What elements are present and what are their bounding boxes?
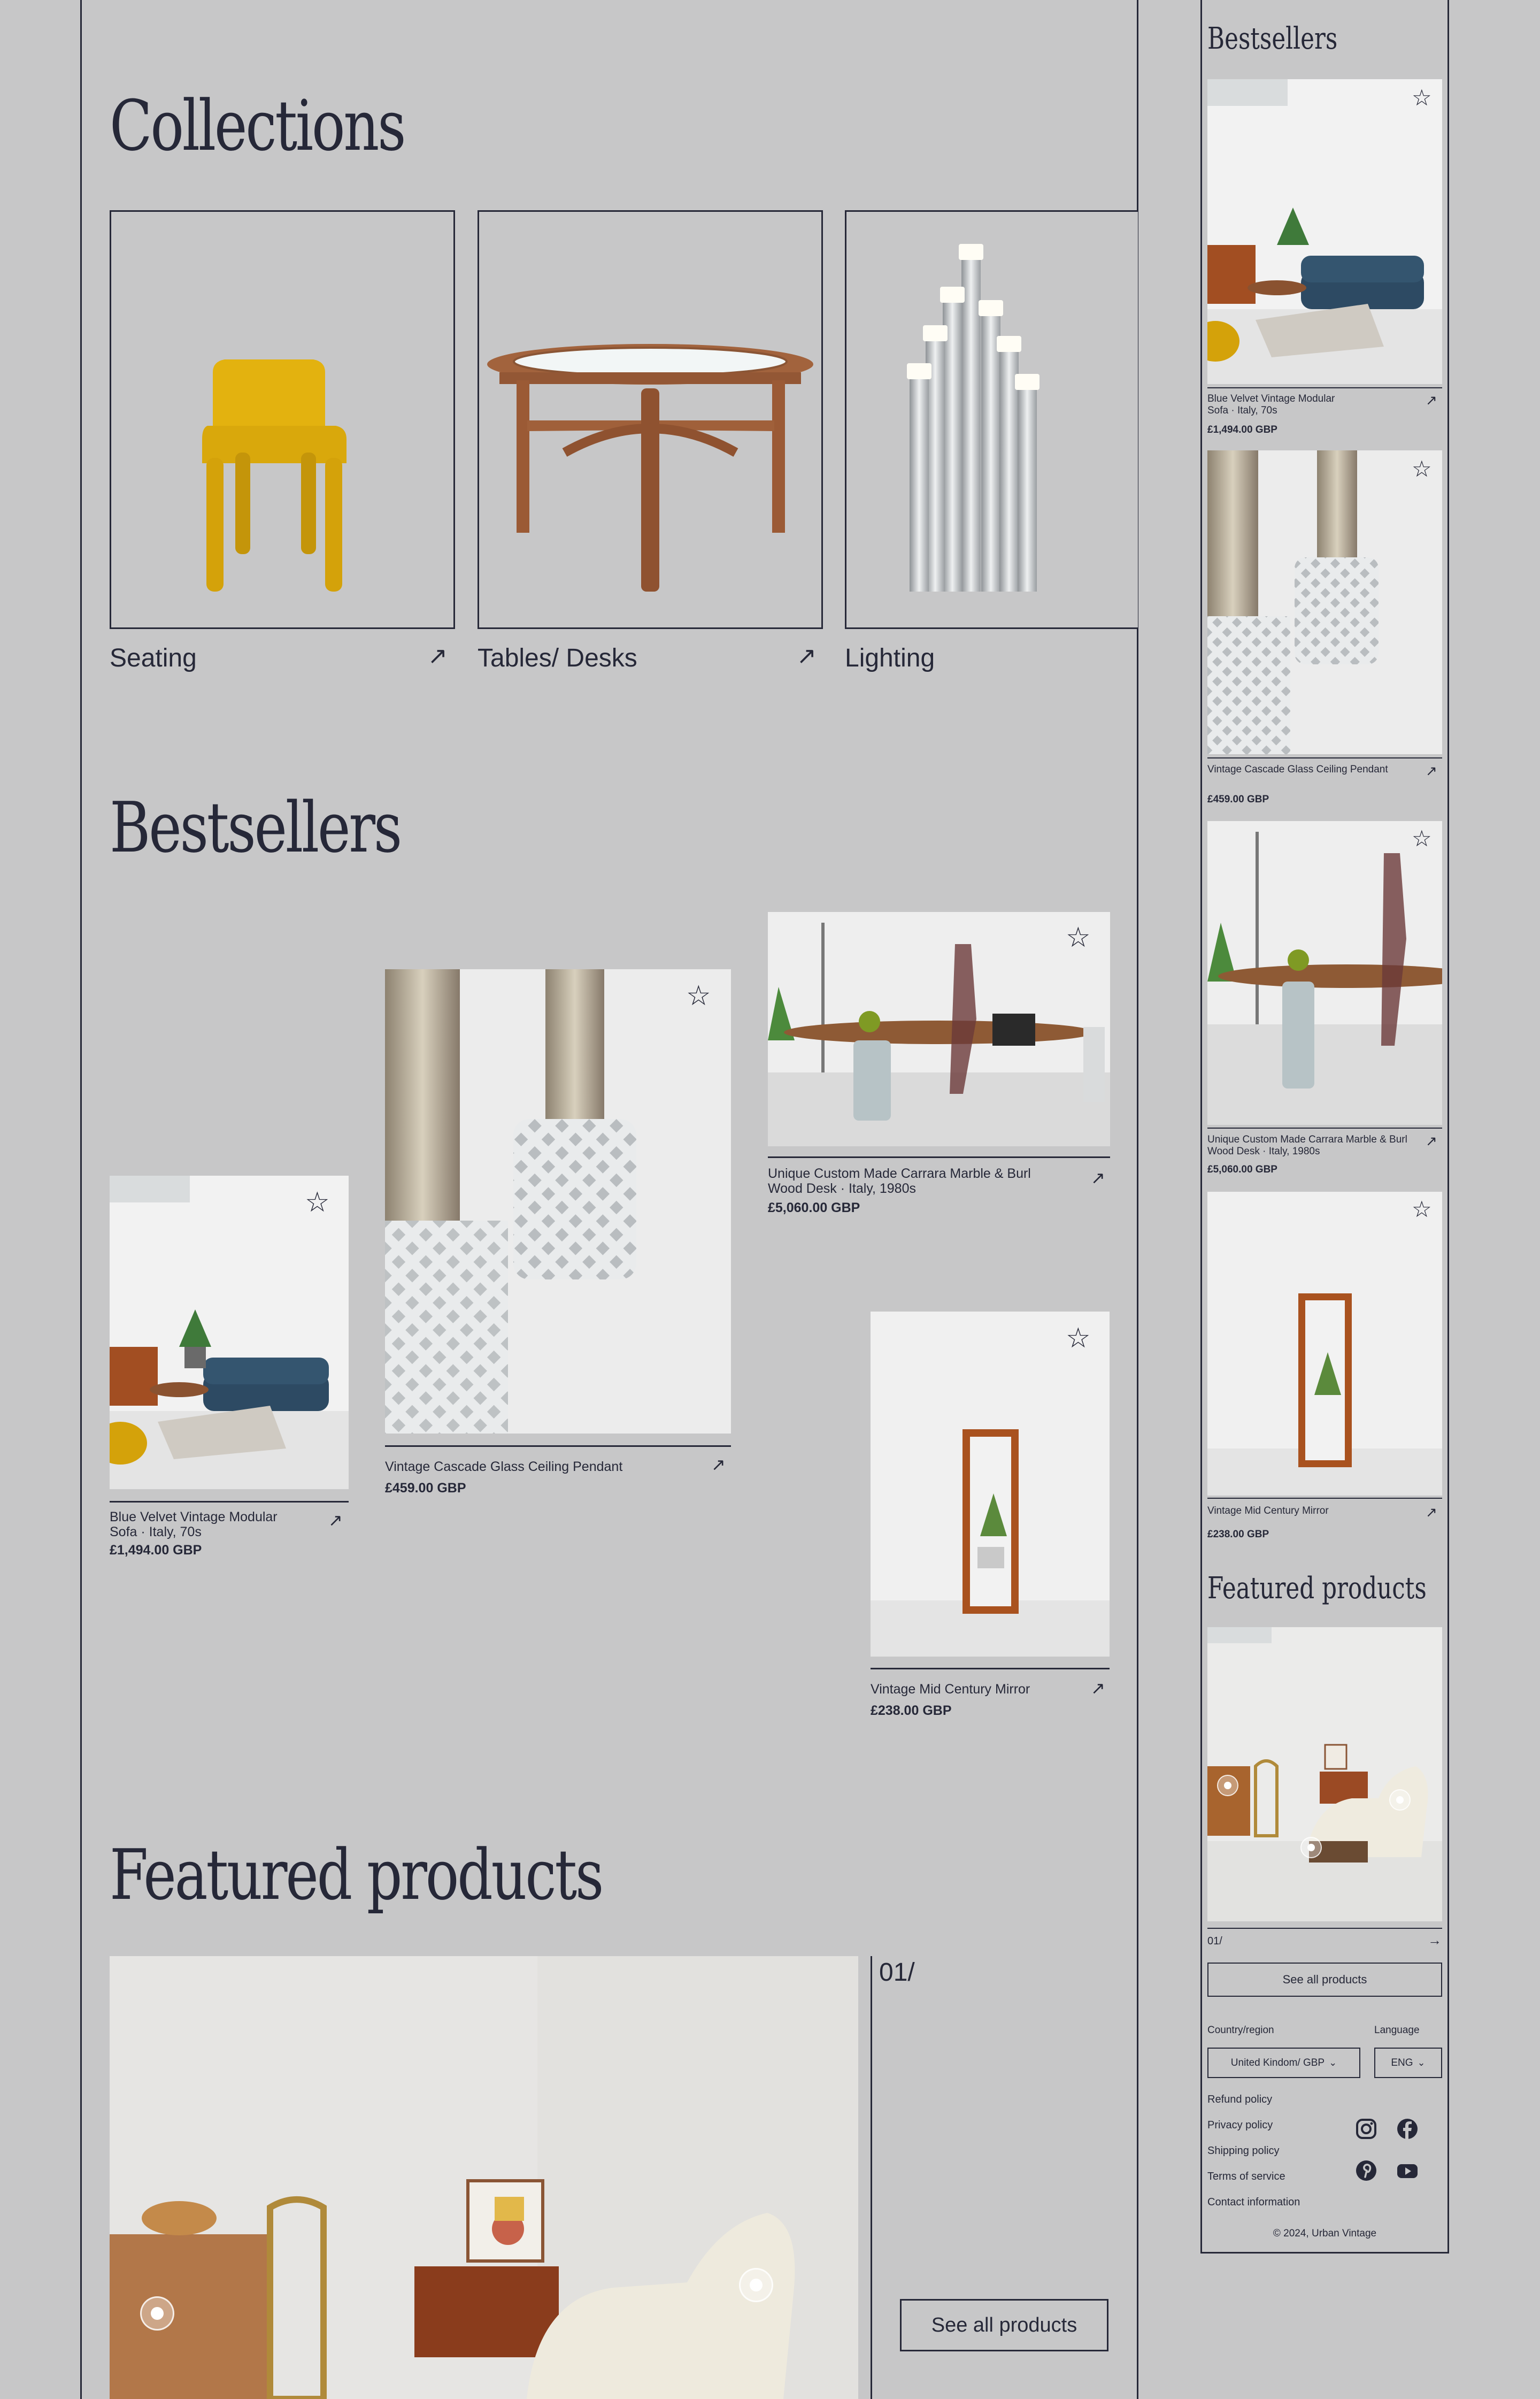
- featured-hotspot[interactable]: [1300, 1837, 1322, 1858]
- featured-product-image[interactable]: [110, 1956, 858, 2399]
- arrow-up-right-icon[interactable]: ↗: [1426, 1504, 1437, 1520]
- pendant-lamp-image: [1207, 450, 1442, 754]
- sidebar-see-all-products-button[interactable]: See all products: [1207, 1963, 1442, 1997]
- star-outline-icon[interactable]: ☆: [1066, 922, 1091, 953]
- mirror-image: [871, 1312, 1110, 1657]
- featured-divider: [871, 1956, 872, 2399]
- mirror-image: [1207, 1192, 1442, 1496]
- product-price-desk: £5,060.00 GBP: [768, 1200, 860, 1215]
- product-name-desk[interactable]: Unique Custom Made Carrara Marble & Burl Wood Desk · Italy, 1980s: [768, 1166, 1031, 1196]
- sofa-room-image: [110, 1176, 349, 1489]
- product-image-pendant[interactable]: [385, 969, 731, 1434]
- product-image-mirror[interactable]: [871, 1312, 1110, 1657]
- pendant-lamp-image: [385, 969, 731, 1434]
- pinterest-icon[interactable]: [1356, 2160, 1377, 2181]
- youtube-icon[interactable]: [1397, 2160, 1418, 2181]
- star-outline-icon[interactable]: ☆: [1412, 826, 1432, 851]
- product-price-sofa: £1,494.00 GBP: [110, 1543, 202, 1558]
- product-price-mirror: £238.00 GBP: [871, 1703, 952, 1718]
- sidebar-product-name-pendant[interactable]: Vintage Cascade Glass Ceiling Pendant: [1207, 764, 1388, 775]
- featured-counter: 01/: [879, 1958, 915, 1987]
- product-image-desk[interactable]: [768, 912, 1110, 1146]
- featured-room-image: [1207, 1627, 1442, 1921]
- arrow-up-right-icon[interactable]: ↗: [711, 1455, 726, 1474]
- language-select[interactable]: [1374, 2048, 1442, 2078]
- privacy-policy-link[interactable]: Privacy policy: [1207, 2119, 1273, 2131]
- arrow-up-right-icon[interactable]: ↗: [1426, 763, 1437, 779]
- sidebar-featured-counter: 01/: [1207, 1935, 1222, 1947]
- product-divider: [385, 1445, 731, 1447]
- sidebar-bottom-border: [1200, 2252, 1449, 2254]
- shipping-policy-link[interactable]: Shipping policy: [1207, 2145, 1280, 2157]
- sidebar-product-price-pendant: £459.00 GBP: [1207, 794, 1269, 805]
- star-outline-icon[interactable]: ☆: [305, 1187, 330, 1218]
- sidebar-product-price-desk: £5,060.00 GBP: [1207, 1164, 1277, 1175]
- refund-policy-link[interactable]: Refund policy: [1207, 2094, 1273, 2105]
- facebook-icon[interactable]: [1397, 2118, 1418, 2140]
- sidebar-product-name-mirror[interactable]: Vintage Mid Century Mirror: [1207, 1505, 1329, 1516]
- featured-hotspot[interactable]: [739, 2268, 773, 2302]
- collection-label-lighting[interactable]: Lighting: [845, 644, 935, 672]
- cascade-lamp-image: [846, 212, 1138, 627]
- arrow-up-right-icon[interactable]: ↗: [328, 1511, 343, 1530]
- sidebar-right-border: [1447, 0, 1449, 2253]
- sidebar-product-name-sofa[interactable]: Blue Velvet Vintage Modular Sofa · Italy, 70s: [1207, 393, 1335, 416]
- instagram-icon[interactable]: [1356, 2118, 1377, 2140]
- collection-label-tables[interactable]: Tables/ Desks: [478, 644, 637, 672]
- main-left-border: [80, 0, 82, 2399]
- contact-information-link[interactable]: Contact information: [1207, 2196, 1300, 2208]
- language-value: ENG: [1391, 2057, 1413, 2068]
- country-region-value: United Kindom/ GBP: [1230, 2057, 1325, 2068]
- country-region-select[interactable]: [1207, 2048, 1360, 2078]
- collections-title: Collections: [110, 85, 405, 166]
- featured-divider: [1207, 1928, 1442, 1929]
- product-divider: [768, 1156, 1110, 1158]
- sofa-room-image: [1207, 79, 1442, 384]
- arrow-up-right-icon[interactable]: ↗: [1091, 1678, 1105, 1698]
- product-divider: [1207, 757, 1442, 758]
- bestsellers-title: Bestsellers: [110, 787, 401, 868]
- featured-hotspot[interactable]: [1217, 1775, 1238, 1796]
- star-outline-icon[interactable]: ☆: [1412, 456, 1432, 481]
- featured-room-image: [110, 1956, 858, 2399]
- sidebar-left-border: [1200, 0, 1202, 2253]
- arrow-up-right-icon[interactable]: ↗: [1091, 1168, 1105, 1187]
- featured-products-title: Featured products: [110, 1834, 603, 1915]
- product-divider: [1207, 387, 1442, 388]
- sidebar-product-image-pendant[interactable]: [1207, 450, 1442, 754]
- collection-label-seating[interactable]: Seating: [110, 644, 197, 672]
- star-outline-icon[interactable]: ☆: [1066, 1323, 1091, 1354]
- copyright: © 2024, Urban Vintage: [1273, 2228, 1377, 2239]
- featured-hotspot[interactable]: [140, 2296, 174, 2331]
- product-image-sofa[interactable]: [110, 1176, 349, 1489]
- arrow-up-right-icon[interactable]: ↗: [1426, 1133, 1437, 1149]
- arrow-up-right-icon[interactable]: ↗: [428, 643, 448, 669]
- sidebar-product-image-sofa[interactable]: [1207, 79, 1442, 384]
- star-outline-icon[interactable]: ☆: [1412, 1197, 1432, 1222]
- collection-card-seating[interactable]: [110, 210, 455, 629]
- sidebar-featured-image[interactable]: [1207, 1627, 1442, 1921]
- sidebar-featured-title: Featured products: [1207, 1571, 1427, 1606]
- product-divider: [110, 1501, 349, 1503]
- sidebar-product-price-mirror: £238.00 GBP: [1207, 1529, 1269, 1540]
- terms-of-service-link[interactable]: Terms of service: [1207, 2171, 1285, 2182]
- arrow-up-right-icon[interactable]: ↗: [1426, 392, 1437, 408]
- collection-card-tables[interactable]: [478, 210, 823, 629]
- product-divider: [871, 1668, 1110, 1669]
- sidebar-product-image-desk[interactable]: [1207, 821, 1442, 1125]
- product-divider: [1207, 1498, 1442, 1499]
- sidebar-product-image-mirror[interactable]: [1207, 1192, 1442, 1496]
- sidebar-product-price-sofa: £1,494.00 GBP: [1207, 424, 1277, 435]
- marble-desk-image: [1207, 821, 1442, 1125]
- language-label: Language: [1374, 2025, 1420, 2036]
- product-name-sofa[interactable]: Blue Velvet Vintage Modular Sofa · Italy, 70s: [110, 1509, 278, 1539]
- collection-card-lighting[interactable]: [845, 210, 1138, 629]
- product-divider: [1207, 1128, 1442, 1129]
- yellow-chair-image: [111, 212, 453, 627]
- sidebar-product-name-desk[interactable]: Unique Custom Made Carrara Marble & Burl Wood Desk · Italy, 1980s: [1207, 1134, 1407, 1157]
- star-outline-icon[interactable]: ☆: [1412, 85, 1432, 110]
- arrow-right-icon[interactable]: →: [1428, 1932, 1442, 1948]
- chevron-down-icon: ⌄: [1329, 2057, 1337, 2068]
- product-name-mirror[interactable]: Vintage Mid Century Mirror: [871, 1682, 1030, 1697]
- sidebar-bestsellers-title: Bestsellers: [1207, 21, 1338, 56]
- chevron-down-icon: ⌄: [1417, 2057, 1426, 2068]
- featured-hotspot[interactable]: [1389, 1789, 1411, 1811]
- country-region-label: Country/region: [1207, 2025, 1274, 2036]
- product-price-pendant: £459.00 GBP: [385, 1481, 466, 1496]
- star-outline-icon[interactable]: ☆: [686, 980, 711, 1011]
- marble-desk-image: [768, 912, 1110, 1146]
- see-all-products-button[interactable]: See all products: [900, 2299, 1108, 2351]
- arrow-up-right-icon[interactable]: ↗: [797, 643, 817, 669]
- product-name-pendant[interactable]: Vintage Cascade Glass Ceiling Pendant: [385, 1459, 623, 1474]
- round-table-image: [479, 212, 821, 627]
